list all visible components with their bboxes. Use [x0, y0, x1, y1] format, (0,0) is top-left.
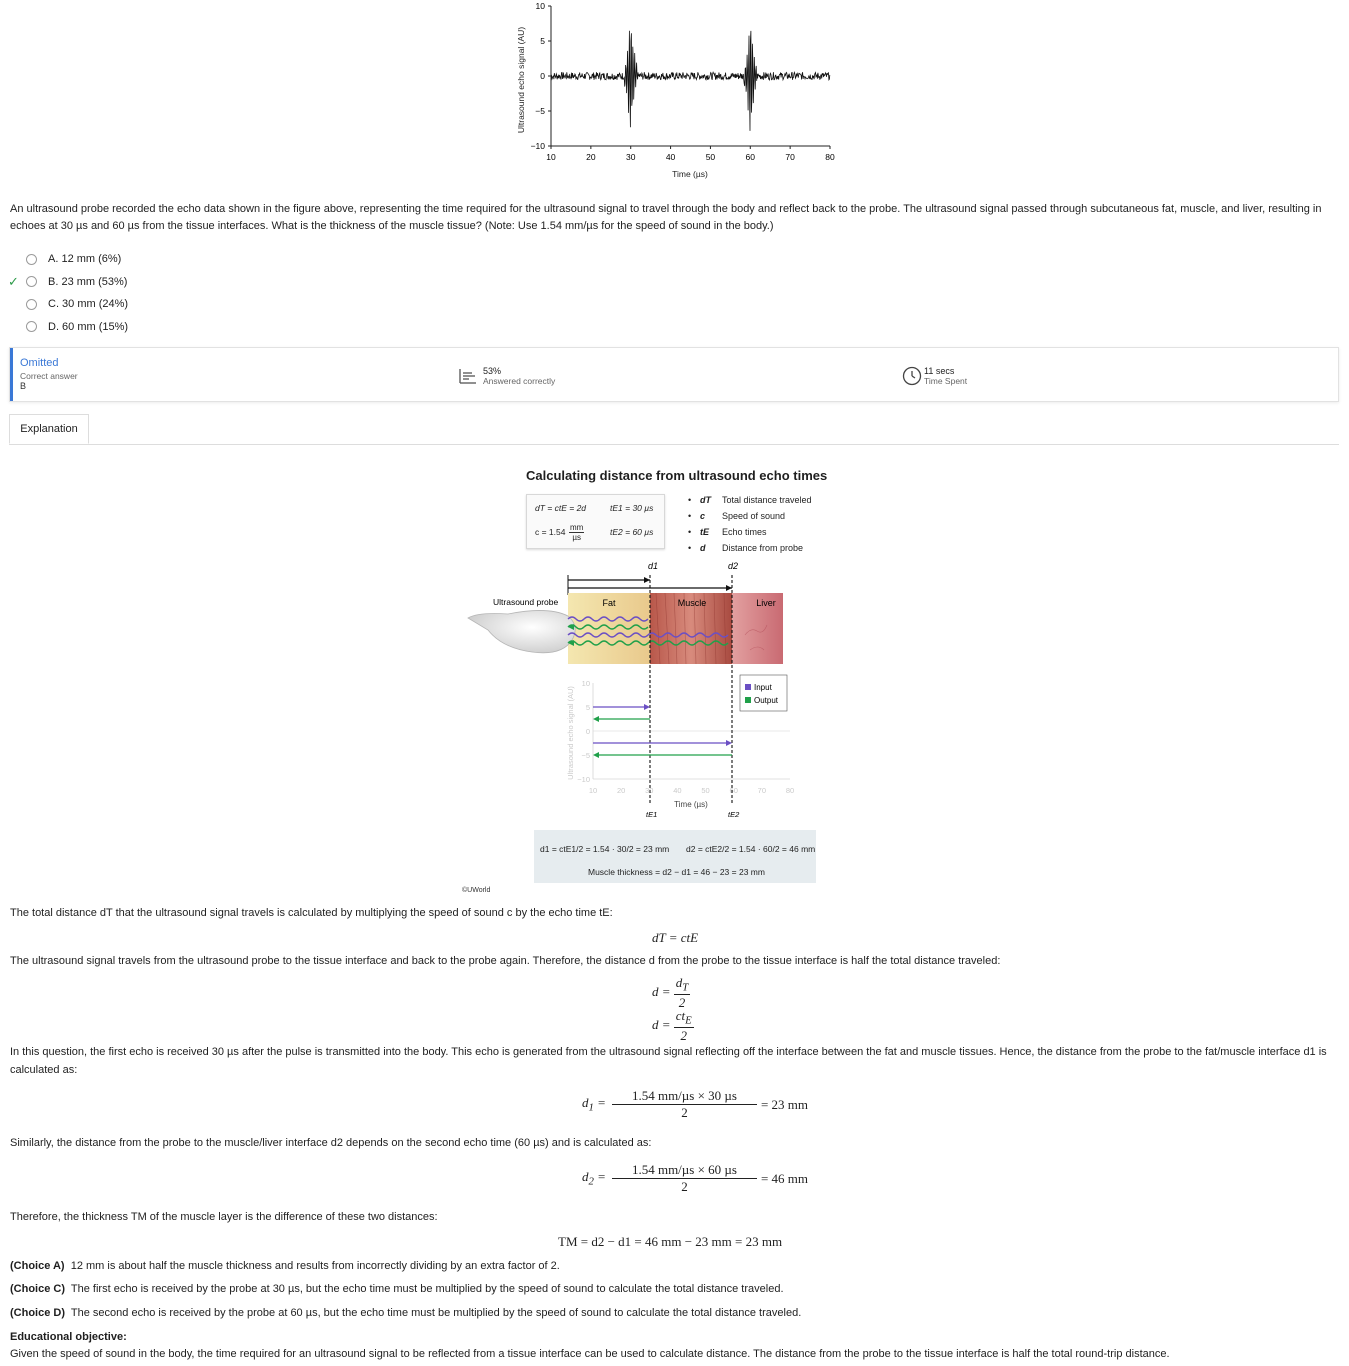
calc-thickness: Muscle thickness = d2 − d1 = 46 − 23 = 23 mm — [588, 867, 765, 877]
x-tick-label: 10 — [546, 152, 556, 162]
inner-y-tick-label: 10 — [581, 679, 590, 688]
muscle-label: Muscle — [677, 598, 707, 608]
question-stem: An ultrasound probe recorded the echo data shown in the figure above, representing the time required for the ultrasound signal to travel through the body and reflect back to the probe. The ultrasound signal passed through subcutaneous fat, muscle, and liver, resulting in echoes at 30 µs and 60 µs from the tissue interfaces. What is the thickness of the muscle tissue? (Note: Use 1.54 mm/µs for the speed of sound in the body.) — [10, 203, 1322, 232]
d2-label: d2 — [728, 561, 739, 571]
equation-d1: $d_1$ = $\frac{\text{1.54 mm/µs × 30 µs}}{2}$ = 23 mm — [582, 1088, 809, 1120]
tab-explanation[interactable]: Explanation — [9, 414, 89, 444]
d2-numerator: 1.54 mm/µs × 60 µs — [612, 1162, 757, 1179]
chart-ylabel: Ultrasound echo signal (AU) — [516, 26, 526, 134]
legend-input: Input — [754, 683, 772, 692]
chart-xlabel: Time (µs) — [672, 169, 708, 179]
explanation-p4: Similarly, the distance from the probe to the muscle/liver interface d2 depends on the second echo time (60 µs) and is calculated as: — [10, 1137, 652, 1149]
legend-symbol: dT — [700, 495, 711, 505]
d2-result: = 46 mm — [760, 1170, 809, 1186]
tissue-diagram — [460, 555, 820, 825]
formula-te1: tE1 = 30 µs — [610, 503, 654, 513]
status-label: Omitted — [20, 357, 59, 369]
choice-a-label: (Choice A) — [10, 1260, 65, 1272]
d1-result: = 23 mm — [760, 1096, 809, 1112]
explanation-p5: Therefore, the thickness TM of the muscle layer is the difference of these two distances: — [10, 1211, 438, 1223]
legend-row: • d Distance from probe — [688, 540, 812, 556]
choice-label: D. 60 mm (15%) — [48, 320, 129, 333]
bar-chart-icon — [459, 368, 477, 387]
x-tick-label: 50 — [705, 152, 716, 162]
choice-b[interactable] — [8, 271, 128, 294]
formula-c: c = 1.54 — [535, 527, 566, 537]
x-tick-label: 40 — [665, 152, 676, 162]
explanation-p3: In this question, the first echo is received 30 µs after the pulse is transmitted into the body. This echo is generated from the ultrasound signal reflecting off the interface between the fat and muscle tissues. Hence, the distance from the probe to the fat/muscle interface d1 is calculated as: — [10, 1046, 1327, 1076]
legend-row: • tE Echo times — [688, 524, 812, 540]
correct-answer-label: Correct answer — [20, 371, 78, 381]
legend-symbol: c — [700, 511, 706, 521]
x-tick-label: 70 — [785, 152, 795, 162]
stats-bar — [9, 347, 1339, 402]
fat-label: Fat — [602, 598, 616, 608]
legend-text: Echo times — [722, 527, 767, 537]
choice-c[interactable] — [26, 293, 128, 316]
inner-x-tick-label: 70 — [757, 786, 767, 795]
inner-y-tick-label: 5 — [585, 703, 590, 712]
inner-y-tick-label: −5 — [581, 751, 590, 760]
x-tick-label: 80 — [825, 152, 835, 162]
inner-x-tick-label: 20 — [616, 786, 626, 795]
objective-heading: Educational objective: — [10, 1331, 127, 1343]
legend-text: Speed of sound — [722, 511, 786, 521]
time-spent-label: Time Spent — [924, 376, 968, 386]
legend-symbol: tE — [700, 527, 709, 537]
y-tick-label: −5 — [535, 106, 545, 116]
formula-box — [526, 494, 665, 549]
radio-icon[interactable] — [26, 299, 37, 310]
percent-label: Answered correctly — [483, 376, 556, 386]
formula-dt: dT = ctE = 2d — [535, 503, 587, 513]
echo-signal-line — [551, 31, 830, 131]
echo-signal-chart — [510, 0, 840, 185]
tab-bar — [9, 414, 1339, 445]
legend-row: • c Speed of sound — [688, 508, 812, 524]
inner-x-tick-label: 40 — [673, 786, 682, 795]
legend-text: Total distance traveled — [722, 495, 812, 505]
formula-te2: tE2 = 60 µs — [610, 527, 654, 537]
legend-text: Distance from probe — [722, 543, 804, 553]
inner-x-tick-label: 10 — [588, 786, 598, 795]
choice-label: C. 30 mm (24%) — [48, 298, 129, 311]
equation-dt: dT = ctE — [652, 930, 699, 945]
choice-a-text: 12 mm is about half the muscle thickness and results from incorrectly dividing by an extra factor of 2. — [70, 1260, 560, 1272]
legend-output: Output — [754, 696, 779, 705]
x-tick-label: 30 — [625, 152, 636, 162]
explanation-p2: The ultrasound signal travels from the ultrasound probe to the tissue interface and back to the probe again. Therefore, the distance d from the probe to the tissue interface is half the total distance traveled: — [10, 955, 1001, 967]
choice-label: B. 23 mm (53%) — [48, 275, 128, 288]
y-tick-label: 0 — [540, 71, 545, 81]
te2-label: tE2 — [728, 810, 740, 819]
equation-tm: TM = d2 − d1 = 46 mm − 23 mm = 23 mm — [558, 1234, 783, 1249]
unit-den: µs — [572, 533, 581, 542]
choice-d-explanation — [10, 1304, 1330, 1322]
legend-symbol: d — [700, 543, 706, 553]
equation-d-half: d = $\frac{d_T}{2}$ — [652, 975, 689, 1010]
choice-a-explanation — [10, 1257, 1330, 1275]
y-tick-label: 5 — [540, 36, 545, 46]
objective-text: Given the speed of sound in the body, the time required for an ultrasound signal to be reflected from a tissue interface can be used to calculate distance. The distance from the probe to the tissue interface is half the total round-trip distance. — [10, 1348, 1170, 1360]
inner-x-tick-label: 80 — [785, 786, 795, 795]
ultrasound-probe — [468, 610, 575, 652]
choice-label: A. 12 mm (6%) — [48, 253, 122, 266]
equation-d2: $d_2$ = $\frac{\text{1.54 mm/µs × 60 µs}}{2}$ = 46 mm — [582, 1162, 809, 1194]
equation-d-cte: d = $\frac{ct_E}{2}$ — [652, 1008, 692, 1043]
checkmark-icon: ✓ — [8, 273, 19, 289]
percent-correct: 53% — [483, 366, 502, 376]
choice-c-text: The first echo is received by the probe at 30 µs, but the echo time must be multiplied by the speed of sound to calculate the total distance traveled. — [70, 1283, 784, 1295]
choice-a[interactable] — [26, 248, 128, 271]
radio-icon[interactable] — [26, 276, 37, 287]
copyright: ©UWorld — [462, 887, 491, 894]
x-tick-label: 60 — [745, 152, 756, 162]
inner-y-tick-label: 0 — [585, 727, 590, 736]
inner-chart-ylabel: Ultrasound echo signal (AU) — [566, 686, 575, 780]
answer-choices — [8, 248, 129, 338]
clock-icon — [902, 366, 922, 389]
d1-numerator: 1.54 mm/µs × 30 µs — [612, 1088, 757, 1105]
figure-title: Calculating distance from ultrasound echo times — [526, 468, 828, 483]
probe-label: Ultrasound probe — [493, 597, 559, 607]
inner-chart-xlabel: Time (µs) — [674, 800, 708, 809]
choice-d-text: The second echo is received by the probe at 60 µs, but the echo time must be multiplied by the speed of sound to calculate the total distance traveled. — [70, 1307, 802, 1319]
calculation-box — [534, 830, 816, 883]
radio-icon[interactable] — [26, 254, 37, 265]
formula-c-unit — [569, 523, 584, 542]
legend-row: • dT Total distance traveled — [688, 492, 812, 508]
time-spent: 11 secs — [924, 366, 955, 376]
y-tick-label: 10 — [535, 1, 545, 11]
correct-answer-value: B — [20, 381, 27, 391]
inner-x-tick-label: 30 — [645, 786, 654, 795]
inner-x-tick-label: 60 — [729, 786, 738, 795]
te1-label: tE1 — [646, 810, 658, 819]
choice-d[interactable] — [26, 316, 128, 339]
y-tick-label: −10 — [530, 141, 545, 151]
radio-icon[interactable] — [26, 321, 37, 332]
inner-x-tick-label: 50 — [701, 786, 710, 795]
inner-y-tick-label: −10 — [577, 775, 590, 784]
calc-d2: d2 = ctE2/2 = 1.54 · 60/2 = 46 mm — [686, 844, 816, 854]
x-tick-label: 20 — [586, 152, 596, 162]
liver-label: Liver — [756, 598, 776, 608]
choice-c-label: (Choice C) — [10, 1283, 65, 1295]
explanation-p1: The total distance dT that the ultrasound signal travels is calculated by multiplying the speed of sound c by the echo time tE: — [10, 907, 613, 919]
symbol-legend — [688, 492, 812, 556]
choice-c-explanation — [10, 1280, 1330, 1298]
calc-d1: d1 = ctE1/2 = 1.54 · 30/2 = 23 mm — [540, 844, 670, 854]
unit-num: mm — [570, 523, 584, 532]
choice-d-label: (Choice D) — [10, 1307, 65, 1319]
d1-label: d1 — [648, 561, 659, 571]
